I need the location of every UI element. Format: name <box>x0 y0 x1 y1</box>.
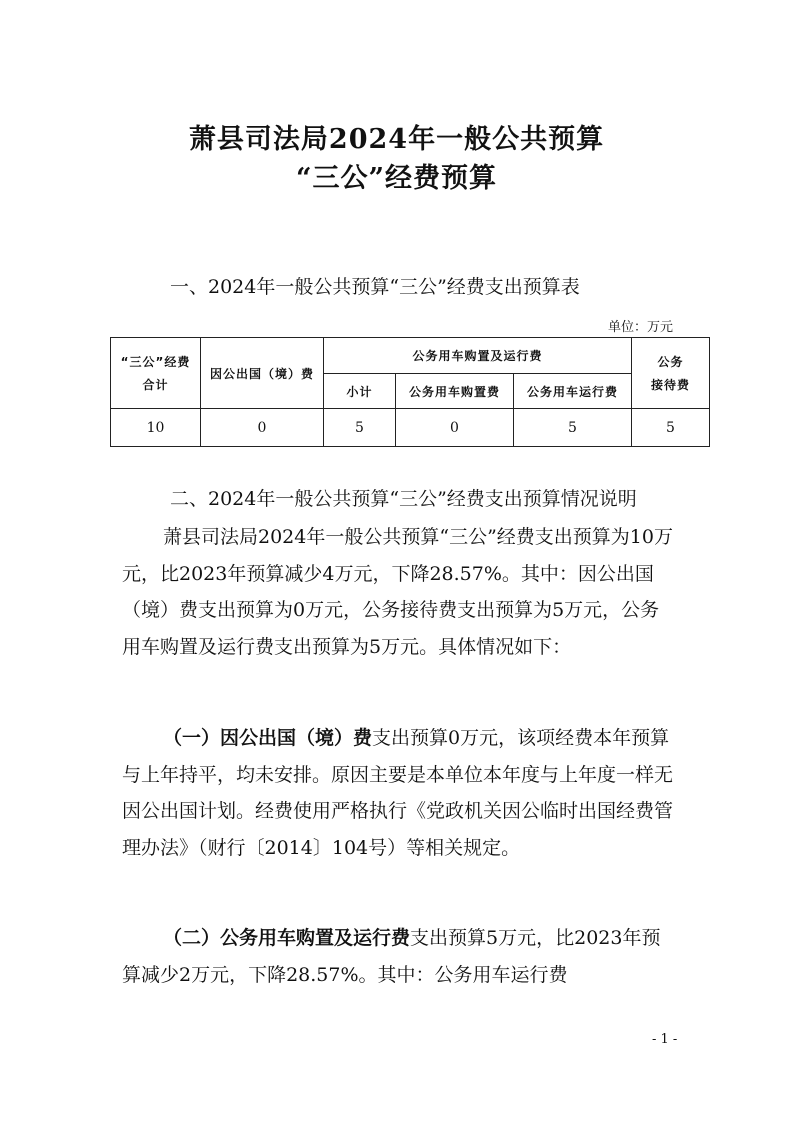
header-subtotal: 小计 <box>324 374 396 409</box>
document-title-line1: 萧县司法局2024年一般公共预算 <box>188 124 605 155</box>
cell-vehicle-purchase: 0 <box>396 409 514 447</box>
page-number: - 1 - <box>652 1032 678 1047</box>
paragraph-vehicle-heading: （二）公务用车购置及运行费 <box>163 927 411 949</box>
paragraph-abroad-body: 支出预算0万元，该项经费本年预算与上年持平，均未安排。原因主要是本单位本年度与上年度一样无因公出国计划。经费使用严格执行《党政机关因公临时出国经费管理办法》（财行〔2014〕104号）等相关规定。 <box>122 727 674 859</box>
cell-vehicle-operation: 5 <box>514 409 632 447</box>
header-total-line1: “三公”经费 <box>120 355 191 369</box>
cell-abroad: 0 <box>201 409 324 447</box>
paragraph-vehicle-body: 支出预算5万元，比2023年预算减少2万元，下降28.57%。其中：公务用车运行费 <box>122 927 661 986</box>
paragraph-summary: 萧县司法局2024年一般公共预算“三公”经费支出预算为10万元，比2023年预算减少4万元，下降28.57%。其中：因公出国（境）费支出预算为0万元，公务接待费支出预算为5万元，公务用车购置及运行费支出预算为5万元。具体情况如下： <box>122 526 673 658</box>
header-total <box>111 338 201 409</box>
header-vehicle-operation: 公务用车运行费 <box>514 374 632 409</box>
header-reception <box>632 338 710 409</box>
header-total-line2: 合计 <box>142 378 169 392</box>
table-header-row-1 <box>111 338 710 374</box>
section2-heading: 二、2024年一般公共预算“三公”经费支出预算情况说明 <box>170 488 637 510</box>
section1-heading: 一、2024年一般公共预算“三公”经费支出预算表 <box>170 276 580 298</box>
document-title-line2: “三公”经费预算 <box>295 163 498 194</box>
header-abroad: 因公出国（境）费 <box>201 338 324 409</box>
paragraph-abroad <box>122 720 673 866</box>
cell-reception: 5 <box>632 409 710 447</box>
table-row <box>111 409 710 447</box>
cell-total: 10 <box>111 409 201 447</box>
paragraph-vehicle <box>122 920 673 993</box>
cell-subtotal: 5 <box>324 409 396 447</box>
header-reception-line2: 接待费 <box>650 378 690 392</box>
header-reception-line1: 公务 <box>657 355 684 369</box>
header-vehicle: 公务用车购置及运行费 <box>324 338 632 374</box>
budget-table <box>110 337 710 447</box>
paragraph-abroad-heading: （一）因公出国（境）费 <box>163 727 373 749</box>
table-unit-label: 单位：万元 <box>607 320 673 335</box>
header-vehicle-purchase: 公务用车购置费 <box>396 374 514 409</box>
